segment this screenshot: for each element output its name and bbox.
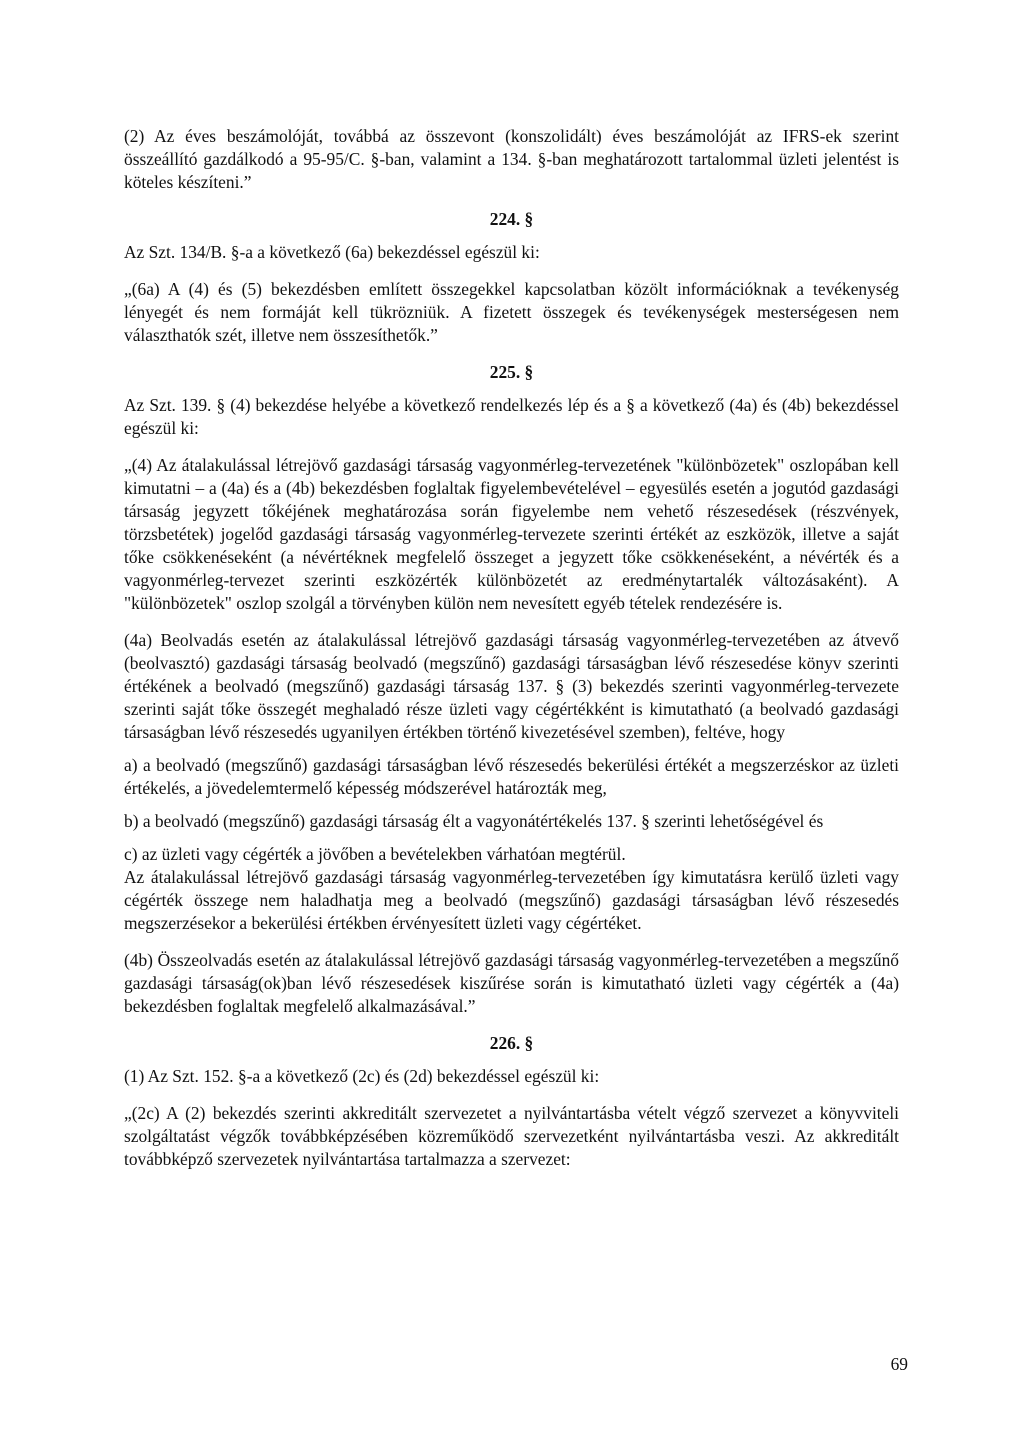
paragraph-szt-134b: Az Szt. 134/B. §-a a következő (6a) bekezdéssel egészül ki: <box>124 242 540 262</box>
paragraph-4a-point-a: a) a beolvadó (megszűnő) gazdasági társaságban lévő részesedés bekerülési értékét a megszerzéskor az üzleti értékelés, a jövedelemtermelő képesség módszerével határozták meg, <box>124 755 899 798</box>
paragraph-4b: (4b) Összeolvadás esetén az átalakulással létrejövő gazdasági társaság vagyonmérleg-tervezetében a megszűnő gazdasági társaság(ok)ban lévő részesedések kiszűrése során is kimutatható üzleti vagy cégérték a (4a) bekezdésben foglaltak megfelelő alkalmazásával.” <box>124 950 899 1016</box>
section-heading-226: 226. § <box>489 1033 534 1053</box>
paragraph-ifrs-report: (2) Az éves beszámolóját, továbbá az összevont (konszolidált) éves beszámolóját az IFRS-ek szerint összeállító gazdálkodó a 95-95/C. §-ban, valamint a 134. §-ban meghatározott tartalommal üzleti jelentést is köteles készíteni.” <box>124 126 899 192</box>
paragraph-2c: „(2c) A (2) bekezdés szerinti akkreditált szervezetet a nyilvántartásba vételt végző szervezet a könyvviteli szolgáltatást végzők továbbképzésében közreműködő szervezetként nyilvántartásba veszi. Az akkreditált továbbképző szervezetek nyilvántartása tartalmazza a szervezet: <box>124 1103 899 1169</box>
paragraph-4: „(4) Az átalakulással létrejövő gazdasági társaság vagyonmérleg-tervezetének "különbözetek" oszlopában kell kimutatni – a (4a) és a (4b) bekezdésben foglaltak figyelembevételével – egyesülés esetén a jogutód gazdasági társaság jegyzett tőkéjének meghatározása során figyelembe nem vehető részesedések (részvények, törzsbetétek) jogelőd gazdasági társaság vagyonmérleg-tervezete szerinti értékét az eszközök, illetve a saját tőke csökkenéseként (a névértéknek megfelelő összeget a jegyzett tőke csökkenéseként, a névérték és a vagyonmérleg-tervezet szerinti eszközérték különbözetét az eredménytartalék változásaként). A "különbözetek" oszlop szolgál a törvényben külön nem nevesített egyéb tételek rendezésére is. <box>124 455 899 613</box>
page-number: 69 <box>890 1354 908 1374</box>
paragraph-4a-closing: Az átalakulással létrejövő gazdasági társaság vagyonmérleg-tervezetében így kimutatásra kerülő üzleti vagy cégérték összege nem haladhatja meg a beolvadó (megszűnő) gazdasági társaságban lévő részesedés megszerzésekor a bekerülési értékben érvényesített üzleti vagy cégértéket. <box>124 867 899 933</box>
paragraph-4a: (4a) Beolvadás esetén az átalakulással létrejövő gazdasági társaság vagyonmérleg-tervezetében az átvevő (beolvasztó) gazdasági társaság beolvadó (megszűnő) gazdasági társaságban lévő részesedése könyv szerinti értékének a beolvadó (megszűnő) gazdasági társaság 137. § (3) bekezdés szerinti vagyonmérleg-tervezete szerinti saját tőke összegét meghaladó része üzleti vagy cégértékként is kimutatható (a beolvadó gazdasági társaságban lévő részesedés ugyanilyen értékben történő kivezetésével szemben), feltéve, hogy <box>124 630 899 742</box>
paragraph-4a-point-c: c) az üzleti vagy cégérték a jövőben a bevételekben várhatóan megtérül. <box>124 844 626 864</box>
paragraph-szt-139: Az Szt. 139. § (4) bekezdése helyébe a következő rendelkezés lép és a § a következő (4a) és (4b) bekezdéssel egészül ki: <box>124 395 899 438</box>
paragraph-szt-152: (1) Az Szt. 152. §-a a következő (2c) és (2d) bekezdéssel egészül ki: <box>124 1066 600 1086</box>
paragraph-6a: „(6a) A (4) és (5) bekezdésben említett összegekkel kapcsolatban közölt információknak a tevékenység lényegét és nem formáját kell tükrözniük. A fizetett összegek és tevékenységek mesterségesen nem választhatók szét, illetve nem összesíthetők.” <box>124 279 899 345</box>
document-page <box>124 125 899 1171</box>
paragraph-4a-point-b: b) a beolvadó (megszűnő) gazdasági társaság élt a vagyonátértékelés 137. § szerinti lehetőségével és <box>124 811 824 831</box>
section-heading-224: 224. § <box>489 209 534 229</box>
section-heading-225: 225. § <box>489 362 534 382</box>
